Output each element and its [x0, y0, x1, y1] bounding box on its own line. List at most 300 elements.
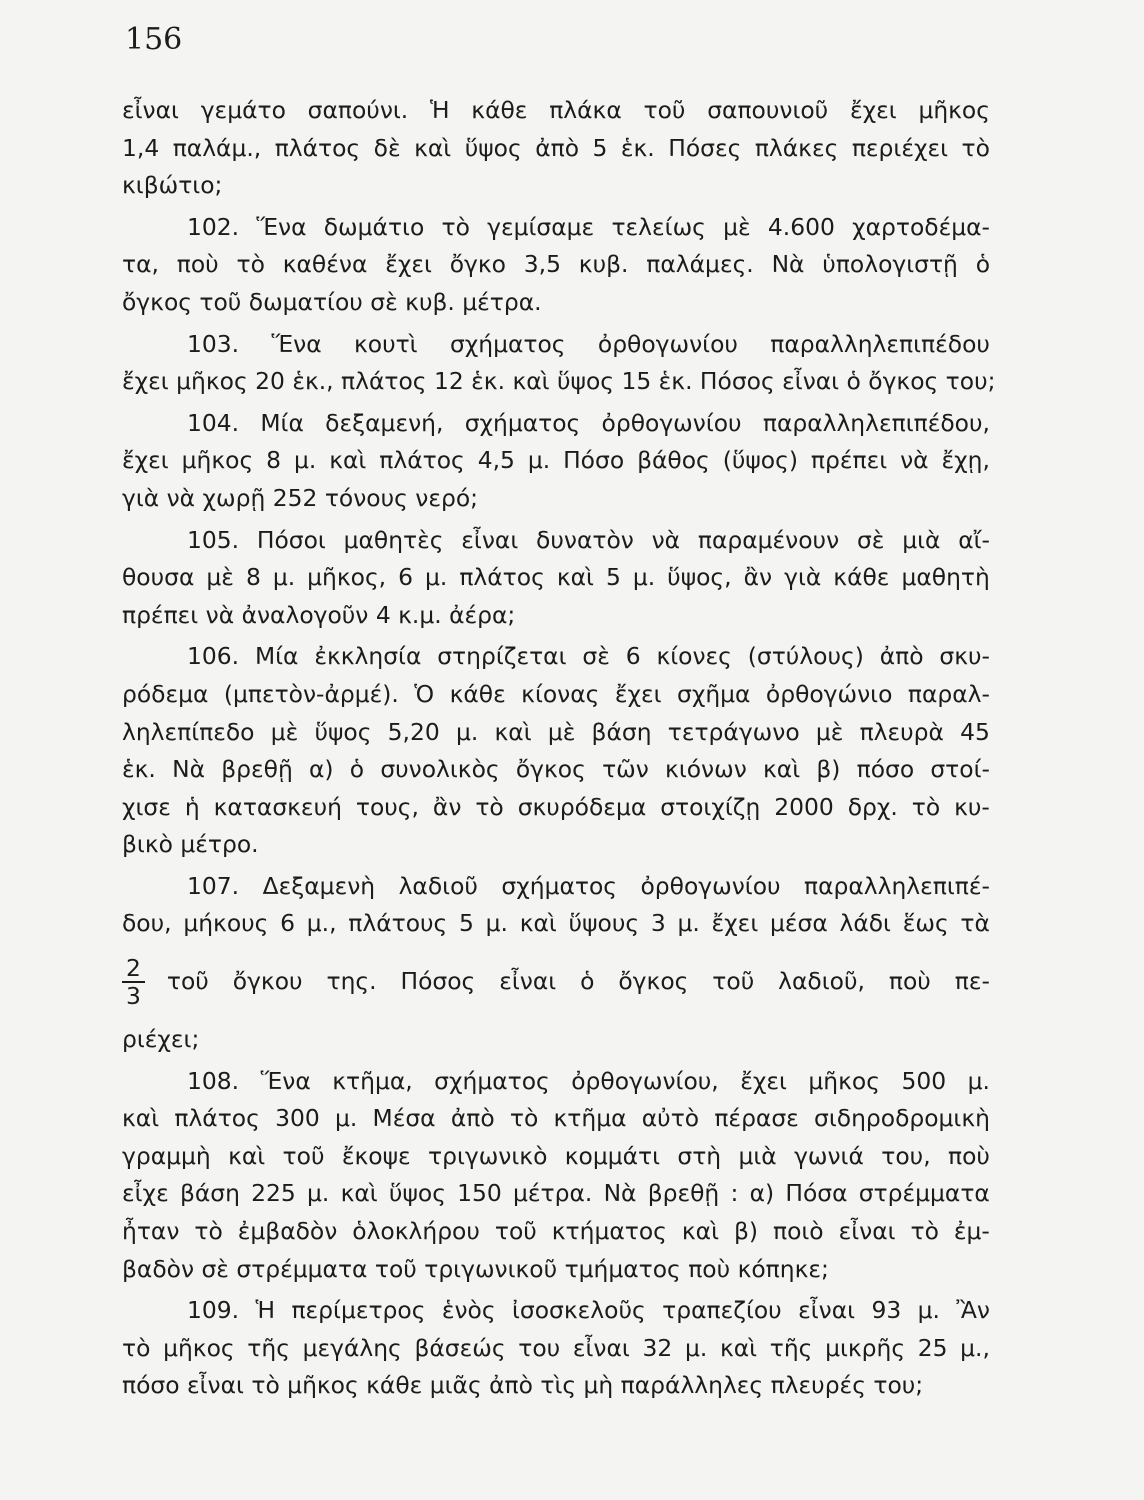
- word: πέρασε: [714, 1104, 799, 1133]
- text-line: [122, 1138, 990, 1176]
- word: γεμίσαμε: [487, 212, 595, 241]
- word: παραλ-: [907, 679, 990, 708]
- text-line: [122, 789, 990, 827]
- text-line: [122, 246, 990, 284]
- word: μὲ: [723, 212, 751, 241]
- word: 109.: [187, 1296, 240, 1325]
- word: 2000: [774, 792, 834, 821]
- word: καὶ: [762, 755, 801, 784]
- word: εἶναι: [798, 1296, 856, 1325]
- paragraph-p104: [122, 405, 990, 518]
- word: τὰ: [960, 909, 990, 938]
- word: κυβ.: [578, 250, 629, 279]
- word: ἂν: [432, 792, 462, 821]
- word: ἀπὸ: [879, 642, 924, 671]
- fraction-line-text: [167, 963, 990, 1001]
- word: ἔχει: [122, 446, 169, 475]
- text-line: [122, 1175, 990, 1213]
- word: περίμετρος: [291, 1296, 426, 1325]
- word: Πόσο: [563, 446, 625, 475]
- word: 225: [251, 1179, 296, 1208]
- fraction-line: [122, 947, 990, 1017]
- word: γωνιά: [794, 1141, 864, 1170]
- word: σὲ: [856, 525, 885, 554]
- word: τελείως: [611, 212, 706, 241]
- text-line: [122, 751, 990, 789]
- word: γραμμὴ: [122, 1141, 211, 1170]
- word: α): [749, 1179, 775, 1208]
- word: μ.,: [960, 1333, 990, 1362]
- word: 8: [266, 446, 282, 475]
- word: 25: [917, 1333, 948, 1362]
- word: σκυρόδεμα: [517, 792, 647, 821]
- word: ἔχει: [711, 909, 759, 938]
- word: ἐμ-: [953, 1217, 990, 1246]
- word: μ.: [684, 1333, 708, 1362]
- word: ὕψος: [388, 1179, 446, 1208]
- word: 103.: [187, 329, 240, 358]
- word: πλάτος: [274, 133, 361, 162]
- word: μικρῆς: [825, 1333, 906, 1362]
- word: 8: [245, 563, 261, 592]
- word: Δεξαμενὴ: [262, 871, 376, 900]
- word: τῶν: [602, 755, 649, 784]
- word: 105.: [187, 525, 240, 554]
- line-text: ἔχει μῆκος 20 ἑκ., πλάτος 12 ἑκ. καὶ ὕψος 15 ἑκ. Πόσος εἶναι ὁ ὄγκος του;: [122, 367, 996, 396]
- word: 5: [592, 133, 608, 162]
- word: μαθητὲς: [343, 525, 444, 554]
- word: ποιὸ: [772, 1217, 824, 1246]
- fraction-denominator: 3: [126, 982, 141, 1011]
- paragraph-p102: [122, 209, 990, 322]
- word: ἔχει: [614, 679, 662, 708]
- word: πλάτους: [348, 909, 448, 938]
- word: Πόσες: [668, 133, 742, 162]
- word: μὲ: [270, 717, 299, 746]
- word: εἶναι: [838, 1217, 896, 1246]
- text-line: [122, 559, 990, 597]
- text-line: [122, 826, 990, 864]
- text-line: [122, 284, 990, 322]
- word: ὕψος: [464, 133, 522, 162]
- word: β): [816, 755, 841, 784]
- word: 104.: [187, 408, 240, 437]
- word: δυνατὸν: [536, 525, 634, 554]
- text-line: [122, 1063, 990, 1101]
- word: πλάτος: [459, 563, 545, 592]
- word: μῆκος,: [307, 563, 387, 592]
- word: Ἡ: [430, 96, 450, 124]
- text-line: [122, 130, 990, 168]
- word: ὕψους: [568, 909, 640, 938]
- word: μιὰ: [738, 1141, 777, 1170]
- word: 5: [459, 909, 474, 938]
- word: δεξαμενή,: [325, 408, 444, 437]
- word: ρόδεμα: [122, 679, 209, 708]
- word: 6: [280, 909, 296, 938]
- word: μῆκος: [163, 1333, 235, 1362]
- word: Ἡ: [255, 1296, 276, 1325]
- word: ἰσοσκελοῦς: [512, 1296, 646, 1325]
- word: πε-: [954, 967, 990, 996]
- text-line: [122, 1330, 990, 1368]
- word: 45: [960, 717, 990, 746]
- word: ἀπὸ: [535, 133, 580, 162]
- word: 6: [625, 642, 641, 671]
- line-text: γιὰ νὰ χωρῇ 252 τόνους νερό;: [122, 483, 479, 512]
- word: μ.: [677, 909, 700, 938]
- word: Μία: [254, 642, 299, 671]
- word: πόσο: [856, 755, 915, 784]
- word: τραπεζίου: [662, 1296, 782, 1325]
- word: Μία: [260, 408, 304, 437]
- word: πρέπει: [810, 446, 888, 475]
- line-text: πρέπει νὰ ἀναλογοῦν 4 κ.μ. ἀέρα;: [122, 600, 516, 629]
- word: 4,5: [477, 446, 515, 475]
- word: ἑκ.: [122, 755, 156, 784]
- word: ληλεπίπεδο: [122, 717, 255, 746]
- word: καὶ: [494, 717, 532, 746]
- word: σχήματος: [501, 871, 618, 900]
- word: 3,5: [523, 250, 561, 279]
- word: μ.: [334, 1104, 358, 1133]
- word: μὲ: [206, 563, 234, 592]
- word: δωμάτιο: [323, 212, 425, 241]
- word: τοῦ: [712, 967, 755, 996]
- fraction-numerator: 2: [122, 955, 145, 983]
- word: 1,4: [122, 133, 160, 162]
- word: :: [730, 1179, 739, 1208]
- word: νὰ: [651, 525, 681, 554]
- word: κατασκευή: [213, 792, 342, 821]
- word: καὶ: [414, 133, 452, 162]
- word: παλάμες.: [646, 250, 754, 279]
- document-body: [122, 92, 996, 1405]
- word: 108.: [187, 1066, 240, 1095]
- word: ὁ: [349, 755, 365, 784]
- word: βρεθῇ: [221, 755, 293, 784]
- word: ὀρθογωνίου: [597, 329, 738, 358]
- text-line: [122, 1213, 990, 1251]
- word: μήκους: [183, 909, 269, 938]
- word: νὰ: [900, 446, 929, 475]
- text-line: [122, 1021, 990, 1059]
- word: καὶ: [719, 1333, 758, 1362]
- text-line: [122, 676, 990, 714]
- paragraph-p103: [122, 326, 996, 401]
- word: τῆς: [247, 1333, 290, 1362]
- word: καὶ: [556, 563, 594, 592]
- word: τὸ: [122, 1333, 151, 1362]
- text-line: [122, 209, 990, 247]
- word: τὸ: [910, 1217, 939, 1246]
- word: 300: [275, 1104, 320, 1133]
- word: σχήματος: [434, 1066, 550, 1095]
- word: ἕως: [902, 909, 949, 938]
- word: μαθητὴ: [901, 563, 990, 592]
- word: βάση: [591, 717, 652, 746]
- word: στηρίζεται: [437, 642, 567, 671]
- word: αἴ-: [958, 525, 990, 554]
- word: (ὕψος): [722, 446, 798, 475]
- word: τῆς: [769, 1333, 813, 1362]
- word: εἶναι: [122, 96, 179, 124]
- word: κτῆμα: [553, 1104, 627, 1133]
- word: ὁ: [580, 967, 595, 996]
- word: μεγάλης: [302, 1333, 402, 1362]
- word: κουτὶ: [353, 329, 418, 358]
- word: ἡ: [184, 792, 200, 821]
- word: κτῆμα,: [332, 1066, 413, 1095]
- word: τοῦ: [494, 1217, 537, 1246]
- word: περιέχει: [851, 133, 949, 162]
- word: ἑκ.: [620, 133, 655, 162]
- word: μ.: [455, 717, 479, 746]
- word: δου,: [122, 909, 172, 938]
- paragraph-cont: [122, 92, 990, 205]
- word: ὁλοκλήρου: [352, 1217, 480, 1246]
- word: καθένα: [282, 250, 368, 279]
- word: γεμάτο: [200, 96, 286, 124]
- line-text: ριέχει;: [122, 1025, 200, 1054]
- word: μ.: [425, 563, 448, 592]
- word: εἶναι: [461, 525, 519, 554]
- word: βάσεώς: [414, 1333, 506, 1362]
- word: τοῦ: [282, 1141, 325, 1170]
- word: χαρτοδέμα-: [852, 212, 990, 241]
- text-line: [122, 442, 990, 480]
- word: 6: [398, 563, 414, 592]
- word: παραλληλεπιπέ-: [804, 871, 990, 900]
- word: 93: [871, 1296, 902, 1325]
- word: μ.: [272, 563, 296, 592]
- word: καὶ: [340, 1179, 378, 1208]
- word: σχήματος: [464, 408, 581, 437]
- word: στοί-: [930, 755, 990, 784]
- page-number: 156: [125, 22, 183, 57]
- text-line: [122, 1367, 990, 1405]
- word: κτήματος: [551, 1217, 667, 1246]
- word: ἐμβαδὸν: [237, 1217, 338, 1246]
- word: τὸ: [961, 133, 990, 162]
- line-text: βικὸ μέτρο.: [122, 830, 259, 859]
- word: μ.: [527, 446, 551, 475]
- word: 500: [901, 1066, 947, 1095]
- word: κάθε: [833, 563, 890, 592]
- word: βάση: [179, 1179, 240, 1208]
- word: Νὰ: [172, 755, 206, 784]
- paragraph-p109: [122, 1292, 990, 1405]
- word: ἑνὸς: [441, 1296, 496, 1325]
- word: 5,20: [387, 717, 440, 746]
- text-line: [122, 326, 990, 364]
- word: καὶ: [228, 1141, 266, 1170]
- word: στρέμματα: [858, 1179, 990, 1208]
- word: του: [518, 1333, 561, 1362]
- word: σχήματος: [449, 329, 566, 358]
- paragraph-p105: [122, 522, 990, 635]
- word: πλάτος: [379, 446, 465, 475]
- line-text: κιβώτιο;: [122, 171, 223, 200]
- word: ὕψος: [314, 717, 372, 746]
- word: τους,: [355, 792, 419, 821]
- word: μ.: [917, 1296, 940, 1325]
- word: κομμάτι: [564, 1141, 661, 1170]
- word: Ἕνα: [271, 329, 322, 358]
- word: Νὰ: [603, 1179, 637, 1208]
- line-text: ὄγκος τοῦ δωματίου σὲ κυβ. μέτρα.: [122, 287, 542, 316]
- text-line: [122, 405, 990, 443]
- text-line: [122, 522, 990, 560]
- line-text: πόσο εἶναι τὸ μῆκος κάθε μιᾶς ἀπὸ τὶς μὴ παράλληλες πλευρές του;: [122, 1371, 924, 1400]
- word: τὸ: [509, 1104, 539, 1133]
- word: Νὰ: [771, 250, 805, 279]
- word: 4.600: [767, 212, 835, 241]
- word: κιόνων: [665, 755, 747, 784]
- word: ἐκκλησία: [314, 642, 422, 671]
- word: ὄγκο: [449, 250, 506, 279]
- word: ἔκοψε: [341, 1141, 411, 1170]
- word: κυ-: [954, 792, 990, 821]
- word: στὴ: [677, 1141, 722, 1170]
- word: μέτρα.: [513, 1179, 593, 1208]
- text-line: [122, 905, 990, 943]
- text-line: [122, 363, 996, 401]
- word: μὲ: [815, 717, 844, 746]
- word: γιὰ: [784, 563, 822, 592]
- word: ποὺ: [888, 967, 931, 996]
- word: 106.: [187, 642, 240, 671]
- word: Μέσα: [372, 1104, 436, 1133]
- word: ὀρθογωνίου,: [571, 1066, 719, 1095]
- text-line: [122, 1292, 990, 1330]
- word: τὸ: [236, 250, 265, 279]
- text-line: [122, 167, 990, 205]
- word: μ.: [293, 446, 317, 475]
- word: Ἂν: [956, 1296, 990, 1325]
- word: ποὺ: [948, 1141, 990, 1170]
- word: ἂν: [743, 563, 773, 592]
- word: λαδιοῦ,: [778, 967, 865, 996]
- word: μιὰ: [902, 525, 941, 554]
- word: πλάκα: [549, 96, 622, 124]
- word: συνολικὸς: [380, 755, 500, 784]
- word: λαδιοῦ: [398, 871, 478, 900]
- text-line: [122, 1251, 990, 1289]
- word: σὲ: [582, 642, 610, 671]
- text-line: [122, 597, 990, 635]
- word: καὶ: [329, 446, 367, 475]
- word: πλάκες: [754, 133, 839, 162]
- text-line: [122, 714, 990, 752]
- word: ὀρθογωνίου: [601, 408, 742, 437]
- word: ὀρθογωνίου: [640, 871, 781, 900]
- word: αὐτὸ: [641, 1104, 700, 1133]
- text-line: [122, 92, 990, 130]
- word: τὸ: [194, 1217, 223, 1246]
- text-line: [122, 1100, 990, 1138]
- word: Πόσος: [400, 967, 476, 996]
- word: Πόσοι: [256, 525, 326, 554]
- word: τετράγωνο: [667, 717, 800, 746]
- word: Ἕνα: [260, 1066, 311, 1095]
- word: παραμένουν: [697, 525, 840, 554]
- word: α): [309, 755, 334, 784]
- word: σιδηροδρομικὴ: [814, 1104, 990, 1133]
- word: κίονας: [521, 679, 600, 708]
- paragraph-p108: [122, 1063, 990, 1289]
- word: β): [733, 1217, 759, 1246]
- word: μ.: [967, 1066, 990, 1095]
- word: μέσα: [769, 909, 828, 938]
- word: 102.: [187, 212, 240, 241]
- word: κάθε: [471, 96, 528, 124]
- word: (στύλους): [747, 642, 864, 671]
- word: σχῆμα: [677, 679, 751, 708]
- word: της.: [326, 967, 377, 996]
- word: Πόσα: [785, 1179, 848, 1208]
- text-line: [122, 868, 990, 906]
- word: κάθε: [449, 679, 506, 708]
- word: παραλληλεπιπέδου: [770, 329, 990, 358]
- word: παραλληλεπιπέδου,: [762, 408, 990, 437]
- word: πλευρὰ: [859, 717, 944, 746]
- word: του,: [881, 1141, 931, 1170]
- word: 5: [605, 563, 621, 592]
- word: ὄγκος: [515, 755, 586, 784]
- word: ἔχει: [740, 1066, 787, 1095]
- word: μῆκος: [918, 96, 990, 124]
- word: βρεθῇ: [647, 1179, 720, 1208]
- word: ὄγκος: [618, 967, 689, 996]
- word: σαπουνιοῦ: [707, 96, 829, 124]
- word: μ.: [485, 909, 508, 938]
- word: 3: [650, 909, 666, 938]
- paragraph-p106: [122, 638, 990, 864]
- word: δρχ.: [847, 792, 898, 821]
- word: μ.: [632, 563, 656, 592]
- word: ἔχει: [385, 250, 432, 279]
- word: 107.: [187, 871, 240, 900]
- word: εἶχε: [122, 1179, 169, 1208]
- word: τὸ: [475, 792, 504, 821]
- word: εἶναι: [572, 1333, 630, 1362]
- word: λάδι: [839, 909, 891, 938]
- word: ἔχει: [849, 96, 897, 124]
- word: στοιχίζῃ: [660, 792, 761, 821]
- word: πλάτος: [174, 1104, 260, 1133]
- word: ἔχῃ,: [941, 446, 990, 475]
- word: ἀπὸ: [450, 1104, 495, 1133]
- word: θουσα: [122, 563, 195, 592]
- paragraph-p107: [122, 868, 990, 1059]
- word: εἶναι: [499, 967, 557, 996]
- word: μ.: [307, 1179, 330, 1208]
- word: σκυ-: [939, 642, 990, 671]
- word: τριγωνικὸ: [428, 1141, 548, 1170]
- word: δὲ: [373, 133, 401, 162]
- word: μ.,: [306, 909, 337, 938]
- word: βάθος: [637, 446, 710, 475]
- word: τα,: [122, 250, 159, 279]
- fraction-two-thirds: [122, 955, 145, 1009]
- word: καὶ: [519, 909, 557, 938]
- word: τὸ: [441, 212, 470, 241]
- word: 150: [457, 1179, 502, 1208]
- word: μῆκος: [808, 1066, 880, 1095]
- line-text: βαδὸν σὲ στρέμματα τοῦ τριγωνικοῦ τμήματος ποὺ κόπηκε;: [122, 1254, 829, 1283]
- word: τοῦ: [643, 96, 686, 124]
